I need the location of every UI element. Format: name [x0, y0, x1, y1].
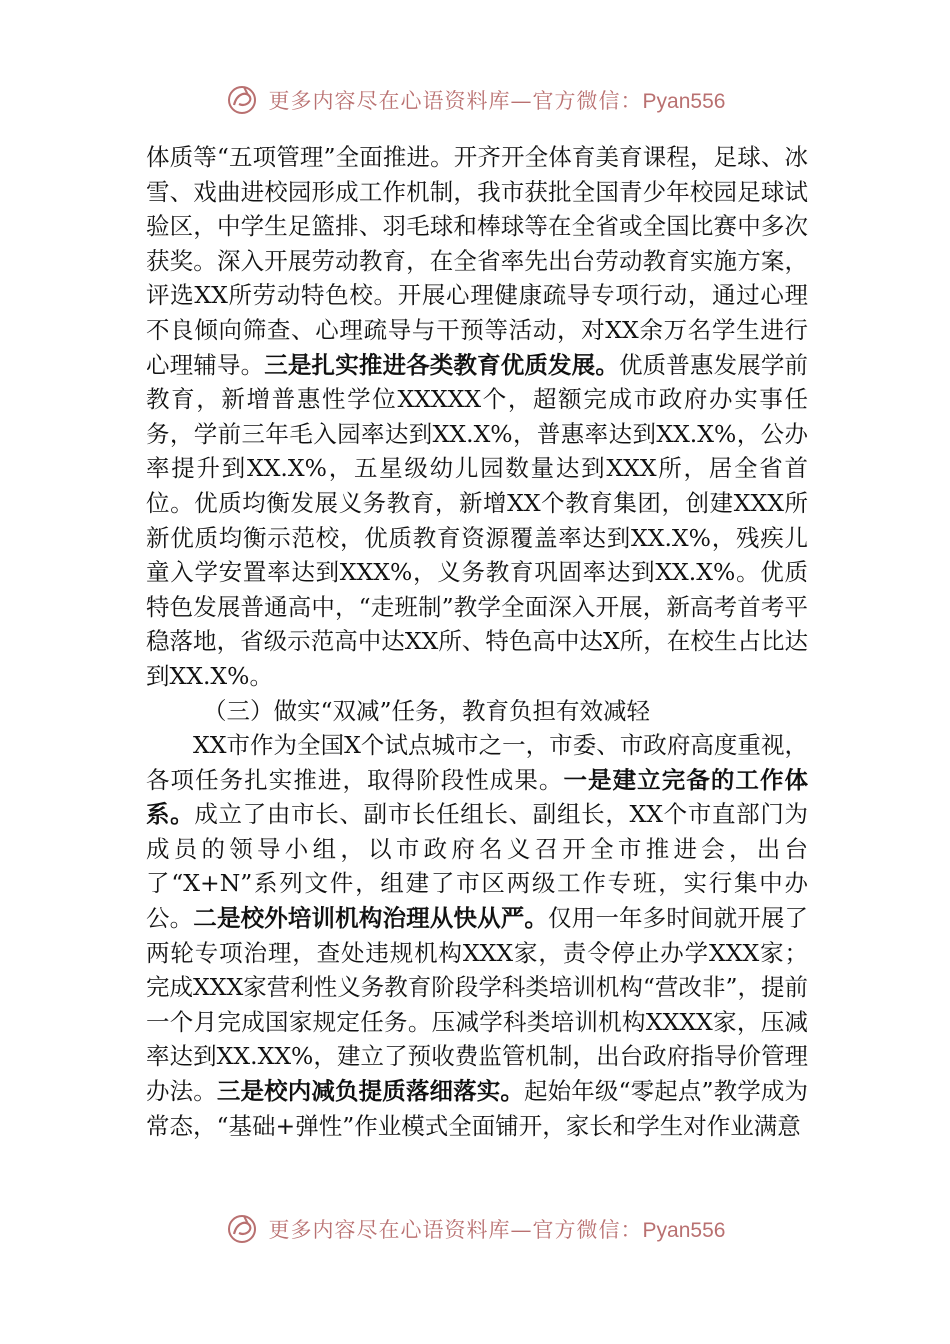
- section-heading: [146, 694, 808, 729]
- header-watermark: [0, 78, 950, 122]
- text-run: 仅用一年多时间就开展了两轮专项治理，查处违规机构XXX家，责令停止办学XXX家；完成XXX家营利性义务教育阶段学科类培训机构“营改非”，提前一个月完成国家规定任务。压减学科类培训机构XXXX家，压减率达到XX.XX%，建立了预收费监管机制，出台政府指导价管理办法。: [146, 904, 809, 1106]
- bold-lead-phrase: 二是校外培训机构治理从快从严。: [193, 904, 549, 933]
- text-run: 起始年级“零起点”教学成为常态，“基础+弹性”作业模式全面铺开，家长和学生对作业满意: [146, 1077, 809, 1140]
- bold-lead-phrase: 一是建立完备的工作体系。: [146, 765, 809, 829]
- watermark-text: 更多内容尽在心语资料库—官方微信：Pyan556: [268, 1218, 726, 1242]
- text-run: 体质等“五项管理”全面推进。开齐开全体育美育课程，足球、冰雪、戏曲进校园形成工作机制，我市获批全国青少年校园足球试验区，中学生足篮排、羽毛球和棒球等在全省或全国比赛中多次获奖。深入开展劳动教育，在全省率先出台劳动教育实施方案，评选XX所劳动特色校。开展心理健康疏导专项行动，通过心理不良倾向筛查、心理疏导与干预等活动，对XX余万名学生进行心理辅导。: [146, 143, 808, 379]
- footer-watermark: [0, 1203, 950, 1243]
- paragraph: [146, 728, 808, 1143]
- calligraphy-logo-icon: [225, 1212, 259, 1243]
- text-run: （三）做实“双减”任务，教育负担有效减轻: [203, 696, 651, 725]
- watermark-text: 更多内容尽在心语资料库—官方微信：Pyan556: [268, 89, 726, 113]
- calligraphy-logo-icon: [225, 83, 259, 117]
- text-run: 成立了由市长、副市长任组长、副组长，XX个市直部门为成员的领导小组，以市政府名义召开全市推进会，出台了“X+N”系列文件，组建了市区两级工作专班，实行集中办公。: [146, 800, 809, 933]
- text-run: XX市作为全国X个试点城市之一，市委、市政府高度重视，各项任务扎实推进，取得阶段性成果。: [146, 731, 808, 794]
- paragraph: [146, 140, 808, 694]
- text-run: 优质普惠发展学前教育，新增普惠性学位XXXXX个，超额完成市政府办实事任务，学前三年毛入园率达到XX.X%，普惠率达到XX.X%，公办率提升到XX.X%，五星级幼儿园数量达到XXX所，居全省首位。优质均衡发展义务教育，新增XX个教育集团，创建XXX所新优质均衡示范校，优质教育资源覆盖率达到XX.X%，残疾儿童入学安置率达到XXX%，义务教育巩固率达到XX.X%。优质特色发展普通高中，“走班制”教学全面深入开展，新高考首考平稳落地，省级示范高中达XX所、特色高中达X所，在校生占比达到XX.X%。: [146, 350, 809, 690]
- document-body: [146, 140, 808, 1143]
- bold-lead-phrase: 三是扎实推进各类教育优质发展。: [264, 350, 619, 379]
- bold-lead-phrase: 三是校内减负提质落细落实。: [216, 1077, 524, 1106]
